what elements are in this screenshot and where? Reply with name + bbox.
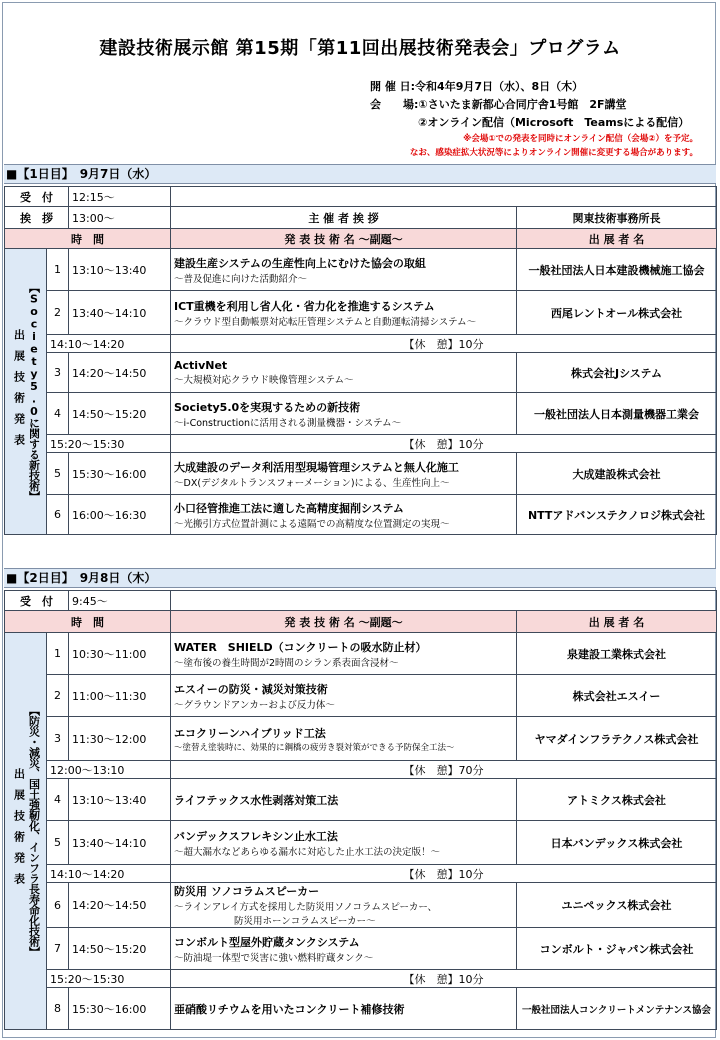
break-row <box>5 435 717 453</box>
talk-time: 11:30～12:00 <box>69 717 171 761</box>
talk-exhibitor: ヤマダインフラテクノス株式会社 <box>517 717 717 761</box>
talk-number: 5 <box>47 821 69 865</box>
venue-note-2: なお、感染症拡大状況等によりオンライン開催に変更する場合があります。 <box>409 148 698 158</box>
table-row <box>5 988 717 1030</box>
greeting-org: 関東技術事務所長 <box>517 207 717 229</box>
talk-subtitle: ～普及促進に向けた活動紹介～ <box>174 273 308 285</box>
talk-subtitle-2: 防災用ホーンコラムスピーカー～ <box>234 916 376 927</box>
talk-number: 5 <box>47 453 69 495</box>
talk-exhibitor: ユニペックス株式会社 <box>517 883 717 928</box>
column-tech: 発 表 技 術 名 ～副題～ <box>171 229 517 249</box>
day1-greeting-row <box>5 207 717 229</box>
greeting-time: 13:00～ <box>69 207 171 229</box>
event-venue-1: 会 場:①さいたま新都心合同庁舎1号館 2F講堂 <box>370 98 627 111</box>
talk-time: 14:50～15:20 <box>69 393 171 435</box>
talk-number: 6 <box>47 495 69 535</box>
talk-title: バンデックスフレキシン止水工法 <box>174 829 338 843</box>
talk-time: 16:00～16:30 <box>69 495 171 535</box>
talk-number: 7 <box>47 928 69 970</box>
reception-time: 12:15～ <box>69 187 171 207</box>
day2-session-label: 出展技術発表 <box>12 768 26 894</box>
talk-subtitle: ～グラウンドアンカーおよび反力体～ <box>174 699 335 711</box>
talk-time: 13:10～13:40 <box>69 779 171 821</box>
talk-exhibitor: NTTアドバンステクノロジ株式会社 <box>517 495 717 535</box>
talk-number: 1 <box>47 249 69 291</box>
talk-exhibitor: 一般社団法人日本測量機器工業会 <box>517 393 717 435</box>
talk-exhibitor: 大成建設株式会社 <box>517 453 717 495</box>
talk-title: コンボルト型屋外貯蔵タンクシステム <box>174 935 360 949</box>
break-label: 【休 憩】70分 <box>171 761 717 779</box>
day1-session-bracket: 【Society5.0に関する新技術】 <box>27 281 41 502</box>
talk-subtitle: ～i-Constructionに活用される測量機器・システム～ <box>174 417 402 429</box>
day1-header: ■【1日目】 9月7日（水） <box>4 164 716 184</box>
talk-subtitle: ～光搬引方式位置計測による遠隔での高精度な位置測定の実現～ <box>174 518 450 530</box>
table-row <box>5 821 717 865</box>
day2-session-cell <box>5 633 47 1030</box>
reception-time: 9:45～ <box>69 591 171 611</box>
column-org: 出 展 者 名 <box>517 229 717 249</box>
talk-subtitle: ～ラインアレイ方式を採用した防災用ソノコラムスピーカー、 <box>174 902 437 913</box>
talk-number: 2 <box>47 675 69 717</box>
talk-title: 亜硝酸リチウムを用いたコンクリート補修技術 <box>174 1002 405 1016</box>
table-row <box>5 393 717 435</box>
column-time: 時 間 <box>5 611 171 633</box>
talk-title: Society5.0を実現するための新技術 <box>174 400 361 414</box>
break-time: 15:20～15:30 <box>47 970 171 988</box>
talk-subtitle: ～クラウド型自動帳票対応転圧管理システムと自動運転清掃システム～ <box>174 316 477 328</box>
talk-time: 13:40～14:10 <box>69 821 171 865</box>
talk-subtitle: ～大規模対応クラウド映像管理システム～ <box>174 375 354 386</box>
break-time: 15:20～15:30 <box>47 435 171 453</box>
talk-subtitle: ～DX(デジタルトランスフォーメーション)による、生産性向上～ <box>174 477 450 489</box>
day2-header: ■【2日目】 9月8日（木） <box>4 568 716 588</box>
talk-time: 15:30～16:00 <box>69 453 171 495</box>
talk-exhibitor: 一般社団法人コンクリートメンテナンス協会 <box>517 988 717 1030</box>
talk-title: エコクリーンハイブリッド工法 <box>174 726 326 740</box>
table-row <box>5 675 717 717</box>
talk-exhibitor: 株式会社エスイー <box>517 675 717 717</box>
talk-number: 4 <box>47 779 69 821</box>
day2-table <box>4 590 717 1030</box>
table-row <box>5 633 717 675</box>
talk-number: 3 <box>47 353 69 393</box>
talk-title: ActivNet <box>174 359 228 372</box>
day1-session-label: 出展技術発表 <box>12 328 26 455</box>
talk-number: 1 <box>47 633 69 675</box>
talk-exhibitor: 西尾レントオール株式会社 <box>517 291 717 335</box>
day1-reception-row <box>5 187 717 207</box>
break-time: 12:00～13:10 <box>47 761 171 779</box>
talk-exhibitor: 泉建設工業株式会社 <box>517 633 717 675</box>
talk-subtitle: ～防油堤一体型で災害に強い燃料貯蔵タンク～ <box>174 952 374 964</box>
talk-exhibitor: 日本バンデックス株式会社 <box>517 821 717 865</box>
talk-title: 大成建設のデータ利活用型現場管理システムと無人化施工 <box>174 460 459 474</box>
talk-exhibitor: 株式会社Jシステム <box>517 353 717 393</box>
talk-exhibitor: 一般社団法人日本建設機械施工協会 <box>517 249 717 291</box>
talk-number: 6 <box>47 883 69 928</box>
talk-title: ICT重機を利用し省人化・省力化を推進するシステム <box>174 299 435 313</box>
talk-time: 15:30～16:00 <box>69 988 171 1030</box>
break-row <box>5 865 717 883</box>
break-row <box>5 335 717 353</box>
break-time: 14:10～14:20 <box>47 335 171 353</box>
day2-session-bracket: 【防災・減災、国土強靭化、インフラ長寿命化技術】 <box>27 705 41 957</box>
greeting-title: 主 催 者 挨 拶 <box>171 207 517 229</box>
column-tech: 発 表 技 術 名 ～副題～ <box>171 611 517 633</box>
table-row <box>5 453 717 495</box>
break-time: 14:10～14:20 <box>47 865 171 883</box>
table-row <box>5 779 717 821</box>
talk-number: 8 <box>47 988 69 1030</box>
reception-label: 受 付 <box>5 187 69 207</box>
talk-number: 4 <box>47 393 69 435</box>
talk-number: 3 <box>47 717 69 761</box>
break-row <box>5 970 717 988</box>
talk-time: 11:00～11:30 <box>69 675 171 717</box>
greeting-label: 挨 拶 <box>5 207 69 229</box>
table-row <box>5 353 717 393</box>
talk-title: 建設生産システムの生産性向上にむけた協会の取組 <box>174 256 426 270</box>
day1-session-cell <box>5 249 47 535</box>
talk-number: 2 <box>47 291 69 335</box>
talk-time: 13:40～14:10 <box>69 291 171 335</box>
day1-table <box>4 186 717 535</box>
talk-title: ライフテックス水性剥落対策工法 <box>174 793 339 807</box>
talk-subtitle: ～超大漏水などあらゆる漏水に対応した止水工法の決定版！～ <box>174 846 441 858</box>
event-date: 開 催 日:令和4年9月7日（水）、8日（木） <box>370 80 584 93</box>
talk-subtitle: ～塗布後の養生時間が2時間のシラン系表面含浸材～ <box>174 657 399 669</box>
talk-exhibitor: コンボルト・ジャパン株式会社 <box>517 928 717 970</box>
talk-title: WATER SHIELD（コンクリートの吸水防止材） <box>174 640 427 654</box>
table-row <box>5 495 717 535</box>
table-row <box>5 928 717 970</box>
table-row <box>5 291 717 335</box>
table-row <box>5 717 717 761</box>
column-org: 出 展 者 名 <box>517 611 717 633</box>
column-time: 時 間 <box>5 229 171 249</box>
table-row <box>5 883 717 928</box>
event-venue-2: ②オンライン配信（Microsoft Teamsによる配信） <box>418 116 690 129</box>
talk-time: 14:50～15:20 <box>69 928 171 970</box>
talk-time: 10:30～11:00 <box>69 633 171 675</box>
break-label: 【休 憩】10分 <box>171 970 717 988</box>
day1-column-header <box>5 229 717 249</box>
talk-title: エスイーの防災・減災対策技術 <box>174 682 328 696</box>
venue-note-1: ※会場①での発表を同時にオンライン配信（会場②）を予定。 <box>463 134 698 144</box>
talk-title: 防災用 ソノコラムスピーカー <box>174 885 320 898</box>
talk-subtitle: ～塗替え塗装時に、効果的に鋼橋の疲労き裂対策ができる予防保全工法～ <box>174 742 455 753</box>
talk-time: 13:10～13:40 <box>69 249 171 291</box>
talk-title: 小口径管推進工法に適した高精度掘削システム <box>174 501 404 515</box>
table-row <box>5 249 717 291</box>
reception-label: 受 付 <box>5 591 69 611</box>
break-label: 【休 憩】10分 <box>171 335 717 353</box>
day2-reception-row <box>5 591 717 611</box>
talk-time: 14:20～14:50 <box>69 353 171 393</box>
day2-column-header <box>5 611 717 633</box>
talk-time: 14:20～14:50 <box>69 883 171 928</box>
break-row <box>5 761 717 779</box>
talk-exhibitor: アトミクス株式会社 <box>517 779 717 821</box>
page-title: 建設技術展示館 第15期「第11回出展技術発表会」プログラム <box>99 38 621 59</box>
break-label: 【休 憩】10分 <box>171 865 717 883</box>
break-label: 【休 憩】10分 <box>171 435 717 453</box>
